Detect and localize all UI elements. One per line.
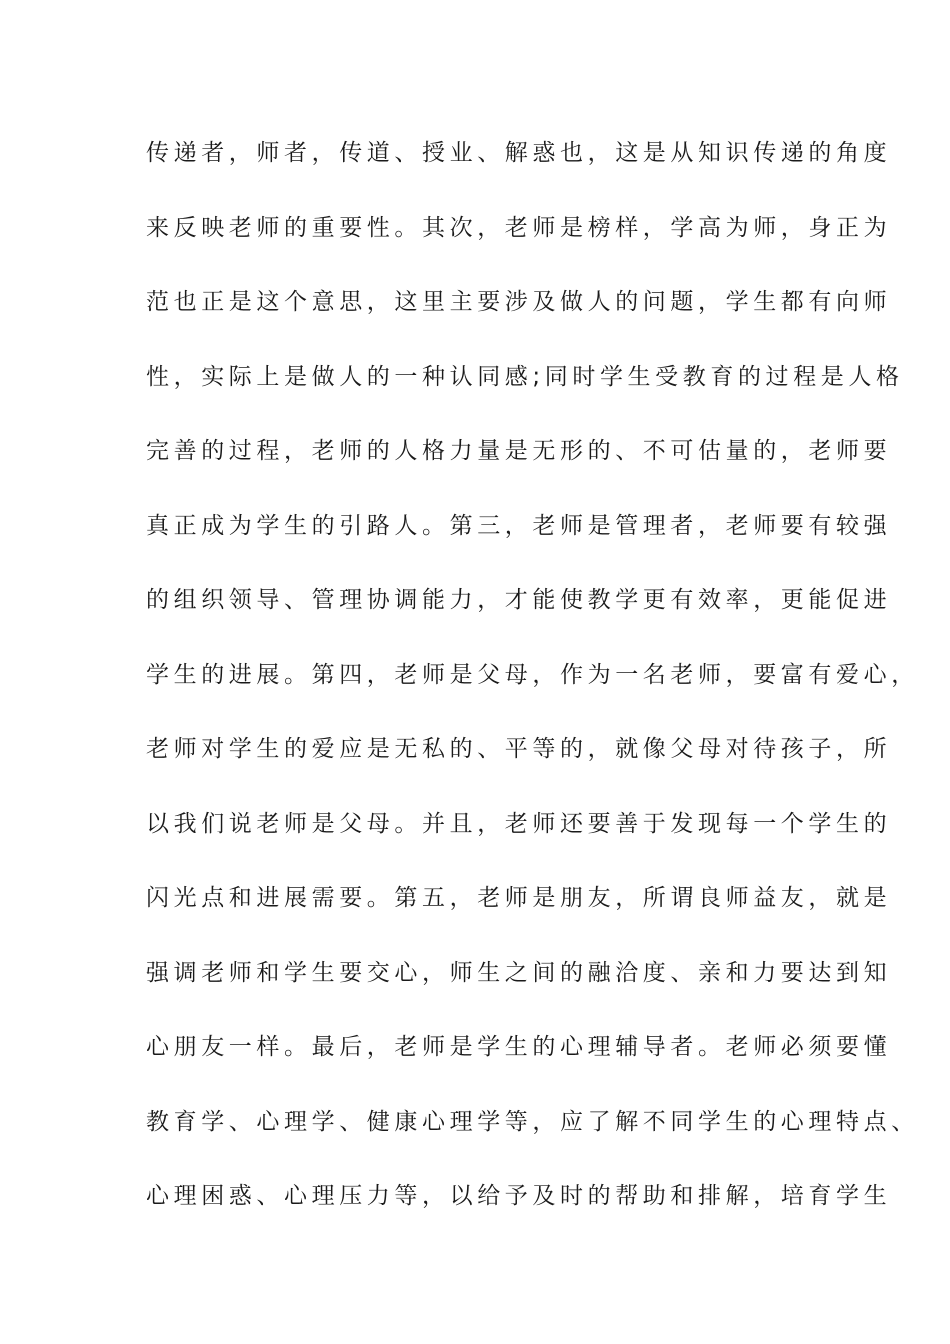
- text-line: 强调老师和学生要交心，师生之间的融洽度、亲和力要达到知: [146, 959, 892, 986]
- text-line: 来反映老师的重要性。其次，老师是榜样，学高为师，身正为: [146, 214, 892, 241]
- text-line: 以我们说老师是父母。并且，老师还要善于发现每一个学生的: [146, 810, 892, 837]
- text-line: 教育学、心理学、健康心理学等，应了解不同学生的心理特点、: [146, 1108, 919, 1135]
- text-line: 闪光点和进展需要。第五，老师是朋友，所谓良师益友，就是: [146, 885, 892, 911]
- text-line: 传递者，师者，传道、授业、解惑也，这是从知识传递的角度: [146, 140, 892, 166]
- text-line: 真正成为学生的引路人。第三，老师是管理者，老师要有较强: [146, 512, 892, 539]
- text-line: 的组织领导、管理协调能力，才能使教学更有效率，更能促进: [146, 587, 892, 613]
- text-line: 完善的过程，老师的人格力量是无形的、不可估量的，老师要: [146, 438, 892, 464]
- body-text: [146, 131, 919, 1249]
- text-line: 心朋友一样。最后，老师是学生的心理辅导者。老师必须要懂: [146, 1034, 892, 1060]
- text-line: 性，实际上是做人的一种认同感;同时学生受教育的过程是人格: [146, 363, 904, 390]
- text-line: 老师对学生的爱应是无私的、平等的，就像父母对待孩子，所: [146, 736, 892, 762]
- text-line: 心理困惑、心理压力等，以给予及时的帮助和排解，培育学生: [146, 1183, 892, 1209]
- text-line: 范也正是这个意思，这里主要涉及做人的问题，学生都有向师: [146, 289, 892, 315]
- text-line: 学生的进展。第四，老师是父母，作为一名老师，要富有爱心，: [146, 661, 919, 688]
